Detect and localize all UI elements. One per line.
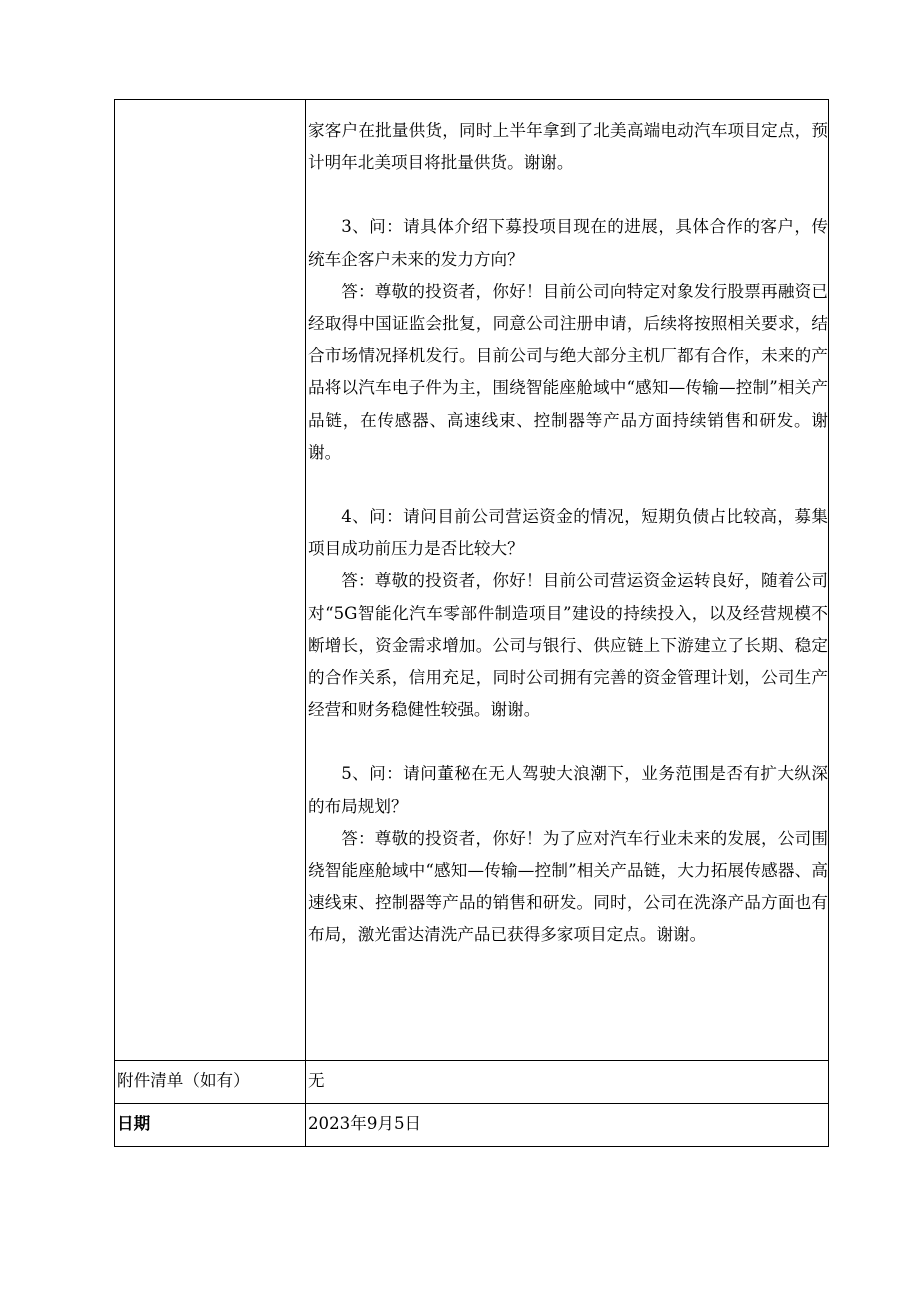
date-row bbox=[115, 1104, 829, 1147]
answer-5: 答：尊敬的投资者，你好！为了应对汽车行业未来的发展，公司围绕智能座舱域中“感知—传输—控制”相关产品链，大力拓展传感器、高速线束、控制器等产品的销售和研发。同时，公司在洗涤产品方面也有布局，激光雷达清洗产品已获得多家项目定点。谢谢。 bbox=[308, 828, 828, 945]
record-table bbox=[114, 99, 829, 1147]
answer-continuation: 家客户在批量供货，同时上半年拿到了北美高端电动汽车项目定点，预计明年北美项目将批量供货。谢谢。 bbox=[308, 121, 828, 173]
answer-4: 答：尊敬的投资者，你好！目前公司营运资金运转良好，随着公司对“5G智能化汽车零部件制造项目”建设的持续投入，以及经营规模不断增长，资金需求增加。公司与银行、供应链上下游建立了长期、稳定的合作关系，信用充足，同时公司拥有完善的资金管理计划，公司生产经营和财务稳健性较强。谢谢。 bbox=[308, 571, 828, 720]
qa-content-cell bbox=[306, 100, 829, 1061]
question-3: 3、问：请具体介绍下募投项目现在的进展，具体合作的客户，传统车企客户未来的发力方向？ bbox=[308, 217, 828, 269]
date-value: 2023年9月5日 bbox=[308, 1114, 422, 1133]
paragraph-gap bbox=[308, 469, 828, 501]
date-label-cell bbox=[115, 1104, 306, 1147]
attachments-value-cell bbox=[306, 1061, 829, 1104]
attachments-label: 附件清单（如有） bbox=[117, 1071, 250, 1090]
paragraph-gap bbox=[308, 726, 828, 758]
question-4: 4、问：请问目前公司营运资金的情况，短期负债占比较高，募集项目成功前压力是否比较大？ bbox=[308, 507, 828, 559]
attachments-value: 无 bbox=[308, 1071, 325, 1090]
question-5: 5、问：请问董秘在无人驾驶大浪潮下，业务范围是否有扩大纵深的布局规划？ bbox=[308, 764, 828, 816]
attachments-label-cell bbox=[115, 1061, 306, 1104]
paragraph-gap bbox=[308, 179, 828, 211]
answer-3: 答：尊敬的投资者，你好！目前公司向特定对象发行股票再融资已经取得中国证监会批复，同意公司注册申请，后续将按照相关要求，结合市场情况择机发行。目前公司与绝大部分主机厂都有合作，未来的产品将以汽车电子件为主，围绕智能座舱域中“感知—传输—控制”相关产品链，在传感器、高速线束、控制器等产品方面持续销售和研发。谢谢。 bbox=[308, 281, 828, 462]
date-value-cell bbox=[306, 1104, 829, 1147]
attachments-row bbox=[115, 1061, 829, 1104]
date-label: 日期 bbox=[117, 1114, 151, 1133]
qa-label-cell bbox=[115, 100, 306, 1061]
qa-content bbox=[306, 100, 828, 1060]
qa-row bbox=[115, 100, 829, 1061]
